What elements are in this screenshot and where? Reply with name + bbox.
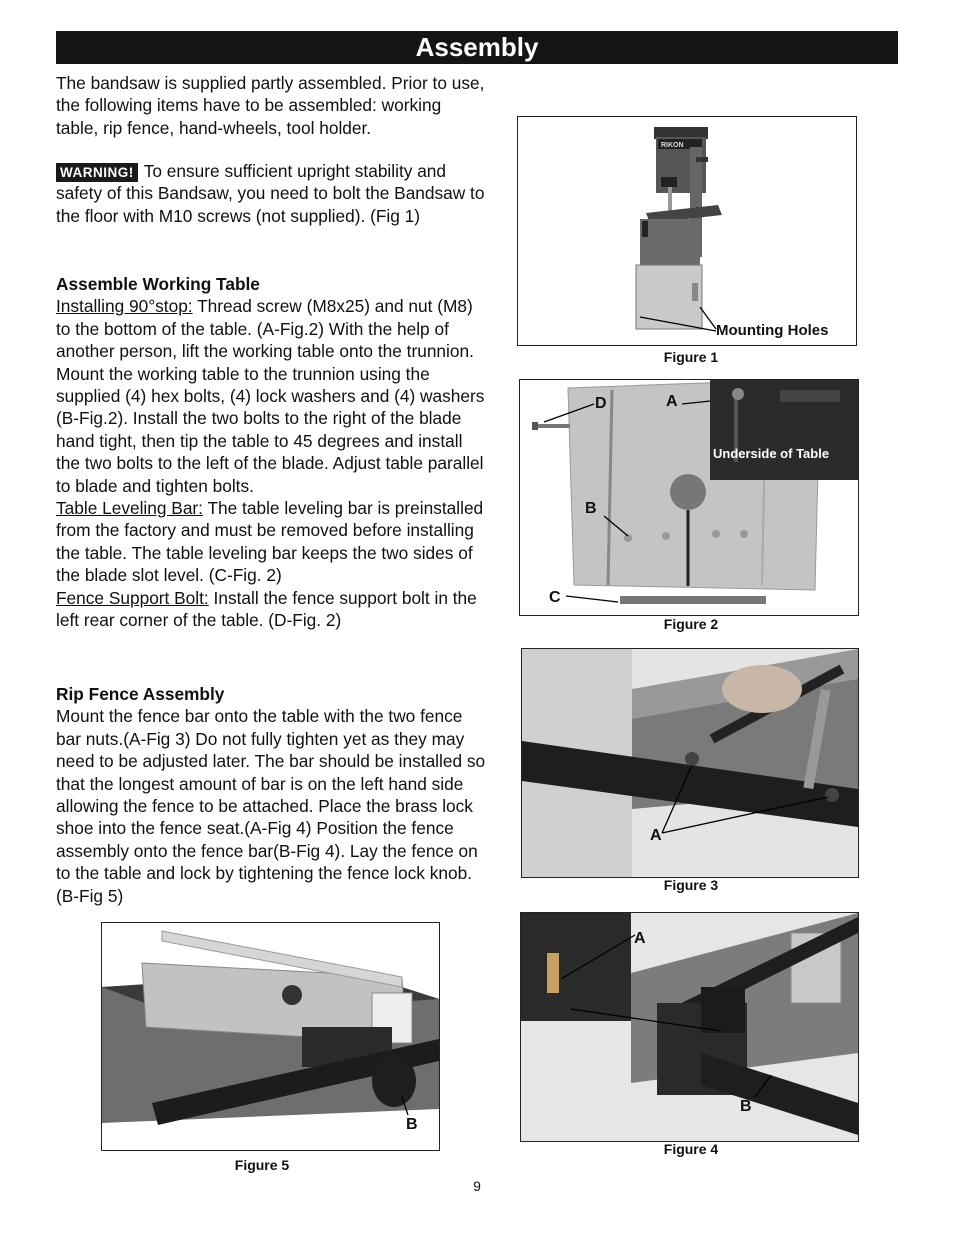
fig2-label-a: A	[666, 393, 678, 410]
page-title: Assembly	[56, 31, 898, 64]
figure-2-caption: Figure 2	[663, 616, 719, 632]
rip-fence-heading: Rip Fence Assembly	[56, 684, 225, 704]
stop-text: Thread screw (M8x25) and nut (M8) to the bottom of the table. (A-Fig.2) With the help of another person, lift the working table onto the trunnion. Mount the working table to the trunnion using the supplied (4) hex bolts, (4) lock washers and (4) washers (B-Fig.2). Install the two bolts to the right of the blade hand tight, then tip the table to 45 degrees and install the two bolts to the left of the blade. Adjust table parallel to blade and tighten bolts.	[56, 296, 485, 496]
figure-5-caption: Figure 5	[234, 1157, 290, 1173]
fig2-label-c: C	[549, 589, 561, 606]
working-table-heading: Assemble Working Table	[56, 274, 260, 294]
warning-block	[56, 160, 488, 227]
fence-support-label: Fence Support Bolt:	[56, 587, 209, 608]
working-table-section	[56, 273, 488, 632]
figure-1-caption: Figure 1	[663, 349, 719, 365]
leveling-label: Table Leveling Bar:	[56, 498, 203, 519]
underside-label: Underside of Table	[713, 446, 830, 461]
leveling-text: The table leveling bar is preinstalled from the factory and must be removed before installing the table. The table leveling bar keeps the two sides of the blade slot level. (C-Fig. 2)	[56, 498, 484, 586]
fig5-label-b: B	[406, 1116, 418, 1133]
stop-label: Installing 90°stop:	[56, 296, 193, 317]
warning-badge: WARNING!	[56, 163, 138, 182]
fig4-label-b: B	[740, 1098, 752, 1115]
page-number: 9	[473, 1178, 481, 1194]
mounting-holes-label: Mounting Holes	[716, 322, 829, 339]
warning-text: To ensure sufficient upright stability and safety of this Bandsaw, you need to bolt the Bandsaw to the floor with M10 screws (not supplied). (Fig 1)	[56, 161, 485, 226]
figure-1-image	[517, 116, 857, 346]
figure-4-image	[520, 912, 859, 1142]
intro-text: The bandsaw is supplied partly assembled. Prior to use, the following items have to be assembled: working table, rip fence, hand-wheels, tool holder.	[56, 73, 485, 138]
rip-fence-section	[56, 683, 488, 907]
fig3-label-a: A	[650, 827, 662, 844]
figure-5-image	[101, 922, 440, 1151]
fence-support-text: Install the fence support bolt in the left rear corner of the table. (D-Fig. 2)	[56, 587, 477, 631]
rip-fence-text: Mount the fence bar onto the table with the two fence bar nuts.(A-Fig 3) Do not fully tighten yet as they may need to be adjusted later. The bar should be installed so that the longest amount of bar is on the left hand side allowing the fence to be attached. Place the brass lock shoe into the fence seat.(A-Fig 4) Position the fence assembly onto the fence bar(B-Fig 4). Lay the fence on to the table and lock by tightening the fence lock knob. (B-Fig 5)	[56, 706, 486, 906]
figure-3-caption: Figure 3	[663, 877, 719, 893]
fig2-label-b: B	[585, 500, 597, 517]
fig2-label-d: D	[595, 395, 607, 412]
brand-label: RIKON	[661, 142, 684, 149]
fig4-label-a: A	[634, 930, 646, 947]
figure-4-caption: Figure 4	[663, 1141, 719, 1157]
figure-2-image	[519, 379, 859, 616]
figure-3-image	[521, 648, 859, 878]
intro-paragraph	[56, 72, 488, 139]
